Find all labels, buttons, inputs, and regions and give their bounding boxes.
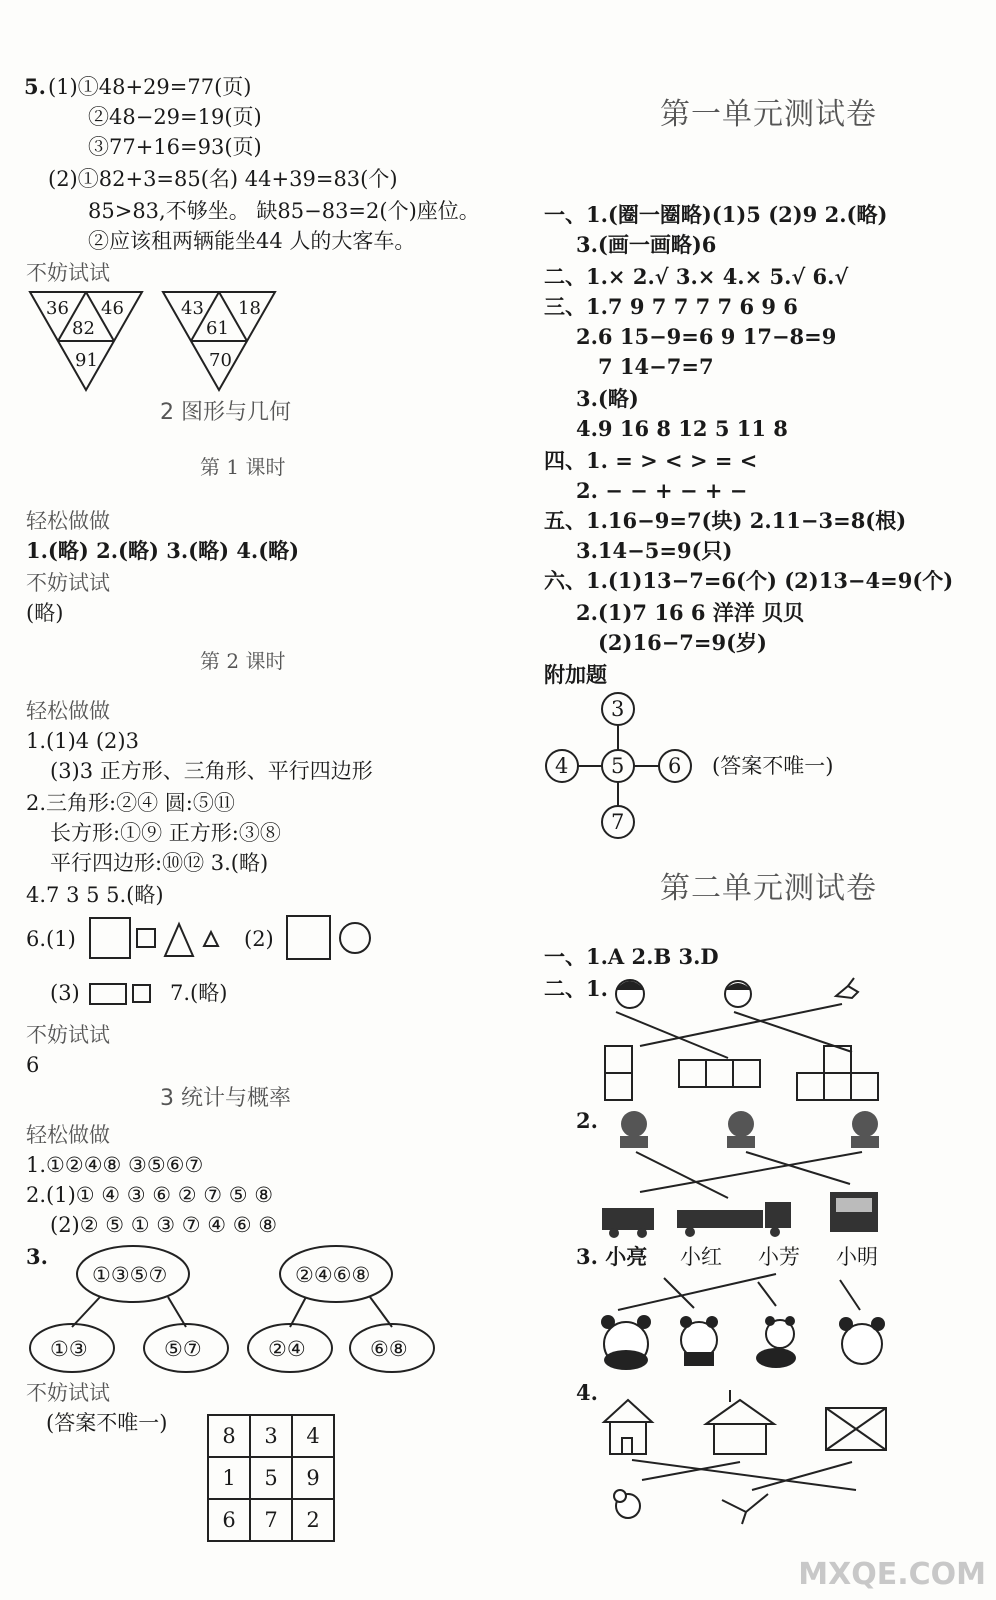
test2-line2: 二、1. <box>544 976 608 1001</box>
kid-icon-girl <box>616 980 644 1008</box>
test1-line9: 四、1. = > < > = < <box>544 448 758 473</box>
cross-top: 3 <box>611 697 625 721</box>
test1-line10: 2. − − + − + − <box>576 478 748 503</box>
q7-answer: 7.(略) <box>170 981 228 1005</box>
tri2-a: 43 <box>181 298 204 319</box>
stats-q3-number: 3. <box>26 1244 48 1269</box>
tri2-c: 61 <box>206 318 229 339</box>
lesson2-line4: 长方形:①⑨ 正方形:③⑧ <box>50 821 281 845</box>
name-xiaoming: 小明 <box>836 1245 878 1269</box>
house-top-view-icon <box>826 1408 886 1450</box>
stats-line1: 1.①②④⑧ ③⑤⑥⑦ <box>26 1153 204 1177</box>
q5-number: 5. <box>24 74 46 99</box>
cross-bottom: 7 <box>611 810 625 834</box>
lesson1-answers: 1.(略) 2.(略) 3.(略) 4.(略) <box>26 538 300 563</box>
test1-line5: 2.6 15−9=6 9 17−8=9 <box>576 324 837 349</box>
chick-icon <box>614 1490 640 1518</box>
test1-line1: 一、1.(圈一圈略)(1)5 (2)9 2.(略) <box>544 202 888 227</box>
q5-line1: (1)①48+29=77(页) <box>48 75 252 99</box>
lesson-2-heading: 第 2 课时 <box>200 649 286 673</box>
test1-line11: 五、1.16−9=7(块) 2.11−3=8(根) <box>544 508 907 533</box>
magic-cell: 5 <box>250 1457 292 1499</box>
test1-line15: (2)16−7=9(岁) <box>598 630 767 655</box>
oval-top-2: ②④⑥⑧ <box>295 1263 371 1287</box>
section-easy-3: 轻松做做 <box>26 1123 110 1147</box>
magic-cell: 8 <box>208 1415 250 1457</box>
unit-test-1-title: 第一单元测试卷 <box>660 97 877 132</box>
cube-views <box>605 1046 878 1100</box>
tri1-b: 46 <box>101 298 124 319</box>
section-try-3: 不妨试试 <box>26 1023 110 1047</box>
truck-icon-3 <box>830 1192 878 1232</box>
matching-lines-3 <box>618 1274 860 1310</box>
section-easy-2: 轻松做做 <box>26 699 110 723</box>
lesson2-line6: 4.7 3 5 5.(略) <box>26 883 164 907</box>
lesson2-line2: (3)3 正方形、三角形、平行四边形 <box>50 759 373 783</box>
section-try-1: 不妨试试 <box>26 261 110 285</box>
magic-cell: 9 <box>292 1457 334 1499</box>
test2-q4-label: 4. <box>576 1380 598 1405</box>
child-icon-1 <box>620 1111 648 1148</box>
q5-line5: 85>83,不够坐。 缺85−83=2(个)座位。 <box>88 199 480 223</box>
test2-q2-label: 2. <box>576 1108 598 1133</box>
magic-cell: 6 <box>208 1499 250 1541</box>
q5-line2: ②48−29=19(页) <box>88 105 262 129</box>
matching-lines-2 <box>636 1152 862 1198</box>
kid-icon-boy <box>725 981 751 1007</box>
test1-line2: 3.(画一画略)6 <box>576 232 717 257</box>
test1-line8: 4.9 16 8 12 5 11 8 <box>576 416 788 441</box>
truck-icon-1 <box>602 1208 654 1238</box>
test1-line6: 7 14−7=7 <box>598 354 714 379</box>
tri1-d: 91 <box>75 350 98 371</box>
test2-line1: 一、1.A 2.B 3.D <box>544 944 719 969</box>
panda-icon-3 <box>756 1316 796 1368</box>
q5-line4: (2)①82+3=85(名) 44+39=83(个) <box>48 167 398 191</box>
magic-cell: 2 <box>292 1499 334 1541</box>
cross-middle: 5 <box>611 754 625 778</box>
tri2-b: 18 <box>238 298 261 319</box>
cross-left: 4 <box>555 754 569 778</box>
tri1-c: 82 <box>72 318 95 339</box>
panda-icon-2 <box>680 1316 718 1366</box>
oval-bottom-1: ①③ <box>50 1337 88 1361</box>
watermark-text: MXQE.COM <box>798 1557 986 1592</box>
try2-answer: (略) <box>26 601 64 625</box>
house-icon-2 <box>706 1390 774 1454</box>
test1-line14: 2.(1)7 16 6 洋洋 贝贝 <box>576 600 805 625</box>
panda-icon-4 <box>839 1317 885 1364</box>
test1-line13: 六、1.(1)13−7=6(个) (2)13−4=9(个) <box>544 568 954 593</box>
unit-3-heading: 3 统计与概率 <box>160 1086 291 1111</box>
try4-answer: (答案不唯一) <box>46 1411 168 1435</box>
stats-line3: (2)② ⑤ ① ③ ⑦ ④ ⑥ ⑧ <box>50 1213 278 1237</box>
section-try-2: 不妨试试 <box>26 571 110 595</box>
q5-line6: ②应该租两辆能坐44 人的大客车。 <box>88 229 416 253</box>
section-try-4: 不妨试试 <box>26 1381 110 1405</box>
test1-line7: 3.(略) <box>576 386 639 411</box>
tri2-d: 70 <box>209 350 232 371</box>
lesson2-line3: 2.三角形:②④ 圆:⑤⑪ <box>26 791 235 815</box>
child-icon-2 <box>727 1111 755 1148</box>
house-icon-1 <box>604 1400 652 1454</box>
oval-bottom-3: ②④ <box>268 1337 306 1361</box>
name-xiaohong: 小红 <box>680 1245 722 1269</box>
tri1-a: 36 <box>46 298 69 319</box>
q5-line3: ③77+16=93(页) <box>88 135 262 159</box>
child-icon-3 <box>851 1111 879 1148</box>
oval-top-1: ①③⑤⑦ <box>92 1263 168 1287</box>
oval-bottom-2: ⑤⑦ <box>164 1337 202 1361</box>
q6-label-1: 6.(1) <box>26 927 76 951</box>
q6-label-2: (2) <box>244 927 274 951</box>
q6-label-3: (3) <box>50 981 80 1005</box>
magic-cell: 4 <box>292 1415 334 1457</box>
oval-bottom-4: ⑥⑧ <box>370 1337 408 1361</box>
panda-icon-1 <box>601 1315 651 1370</box>
name-xiaoliang: 3. 小亮 <box>576 1244 648 1269</box>
cross-note: (答案不唯一) <box>712 754 834 778</box>
extra-question-label: 附加题 <box>544 662 607 687</box>
try3-answer: 6 <box>26 1053 40 1077</box>
magic-cell: 3 <box>250 1415 292 1457</box>
section-easy-1: 轻松做做 <box>26 509 110 533</box>
truck-icon-2 <box>677 1202 791 1237</box>
magic-cell: 1 <box>208 1457 250 1499</box>
name-xiaofang: 小芳 <box>758 1245 800 1269</box>
test1-line4: 三、1.7 9 7 7 7 7 6 9 6 <box>544 294 798 319</box>
test1-line3: 二、1.× 2.√ 3.× 4.× 5.√ 6.√ <box>544 264 849 289</box>
matching-lines-1 <box>616 1004 852 1058</box>
lesson2-line1: 1.(1)4 (2)3 <box>26 729 139 753</box>
lesson2-line5: 平行四边形:⑩⑫ 3.(略) <box>50 851 269 875</box>
lesson-1-heading: 第 1 课时 <box>200 455 286 479</box>
stats-line2: 2.(1)① ④ ③ ⑥ ② ⑦ ⑤ ⑧ <box>26 1183 274 1207</box>
matching-lines-4 <box>632 1460 856 1490</box>
bird-flying-icon <box>722 1494 768 1524</box>
bird-icon <box>836 978 858 998</box>
magic-cell: 7 <box>250 1499 292 1541</box>
unit-2-heading: 2 图形与几何 <box>160 400 291 425</box>
test1-line12: 3.14−5=9(只) <box>576 538 733 563</box>
cross-right: 6 <box>668 754 682 778</box>
unit-test-2-title: 第二单元测试卷 <box>660 871 877 906</box>
